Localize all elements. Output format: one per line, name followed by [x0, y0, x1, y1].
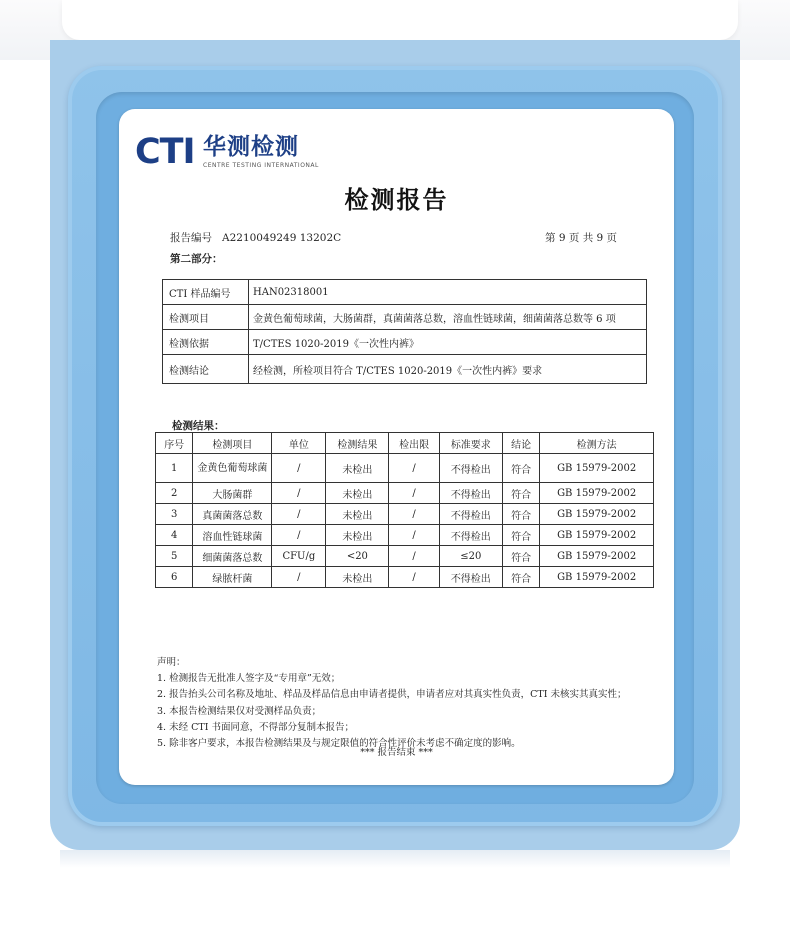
disclaimer-notes [157, 655, 626, 752]
info-row [163, 355, 647, 384]
cell: GB 15979-2002 [540, 567, 654, 588]
cell: / [389, 454, 439, 483]
cell: GB 15979-2002 [540, 454, 654, 483]
col-header: 结论 [502, 433, 539, 454]
cell: 金黄色葡萄球菌 [193, 454, 272, 483]
cell: 符合 [502, 525, 539, 546]
info-value: T/CTES 1020-2019《一次性内裤》 [249, 330, 647, 355]
results-table [155, 432, 654, 588]
cell: <20 [326, 546, 389, 567]
note-item: 1. 检测报告无批准人签字及“专用章”无效； [157, 673, 341, 685]
cell: 符合 [502, 546, 539, 567]
cell: / [389, 483, 439, 504]
col-header: 检测项目 [193, 433, 272, 454]
cell: / [272, 483, 326, 504]
page-indicator: 第 9 页 共 9 页 [545, 232, 618, 244]
cell: ≤20 [439, 546, 502, 567]
info-key: CTI 样品编号 [163, 280, 249, 305]
cell: 未检出 [326, 567, 389, 588]
table-row [156, 546, 654, 567]
cell: 4 [156, 525, 193, 546]
table-row [156, 454, 654, 483]
info-row [163, 280, 647, 305]
info-row [163, 305, 647, 330]
cell: 绿脓杆菌 [193, 567, 272, 588]
logo-name-cn: 华测检测 [203, 134, 299, 160]
col-header: 检出限 [389, 433, 439, 454]
cell: 未检出 [326, 525, 389, 546]
report-number: A2210049249 13202C [222, 232, 342, 244]
info-value: 金黄色葡萄球菌，大肠菌群，真菌菌落总数，溶血性链球菌，细菌菌落总数等 6 项 [249, 305, 647, 330]
cell: 大肠菌群 [193, 483, 272, 504]
cell: / [272, 454, 326, 483]
col-header: 检测方法 [540, 433, 654, 454]
col-header: 序号 [156, 433, 193, 454]
cell: 5 [156, 546, 193, 567]
cti-logo [135, 132, 335, 174]
notes-heading: 声明： [157, 657, 186, 668]
cell: 不得检出 [439, 483, 502, 504]
cell: GB 15979-2002 [540, 483, 654, 504]
cell: 不得检出 [439, 504, 502, 525]
cell: 未检出 [326, 483, 389, 504]
cell: 未检出 [326, 454, 389, 483]
note-item: 3. 本报告检测结果仅对受测样品负责； [157, 705, 322, 717]
logo-name-en: CENTRE TESTING INTERNATIONAL [203, 162, 319, 169]
part-label: 第二部分： [170, 253, 223, 265]
cell: 符合 [502, 567, 539, 588]
info-value: 经检测，所检项目符合 T/CTES 1020-2019《一次性内裤》要求 [249, 355, 647, 384]
report-end-mark: *** 报告结束 *** [360, 747, 433, 758]
cell: 真菌菌落总数 [193, 504, 272, 525]
cell: / [389, 525, 439, 546]
cell: GB 15979-2002 [540, 546, 654, 567]
cell: 2 [156, 483, 193, 504]
cell: 溶血性链球菌 [193, 525, 272, 546]
logo-brand: CTI [135, 132, 195, 172]
note-item: 5. 除非客户要求，本报告检测结果及与规定限值的符合性评价未考虑不确定度的影响。 [157, 738, 521, 750]
cell: / [272, 504, 326, 525]
cell: GB 15979-2002 [540, 504, 654, 525]
col-header: 标准要求 [439, 433, 502, 454]
results-header-row [156, 433, 654, 454]
cell: 1 [156, 454, 193, 483]
cell: / [389, 546, 439, 567]
cell: 未检出 [326, 504, 389, 525]
cell: 3 [156, 504, 193, 525]
info-key: 检测项目 [163, 305, 249, 330]
sample-info-table [162, 279, 647, 384]
note-item: 4. 未经 CTI 书面同意，不得部分复制本报告； [157, 721, 354, 733]
info-key: 检测结论 [163, 355, 249, 384]
cell: 符合 [502, 454, 539, 483]
cell: / [272, 525, 326, 546]
cell: 6 [156, 567, 193, 588]
top-card [62, 0, 738, 40]
col-header: 单位 [272, 433, 326, 454]
table-row [156, 567, 654, 588]
info-row [163, 330, 647, 355]
report-number-label: 报告编号 [170, 232, 212, 244]
info-key: 检测依据 [163, 330, 249, 355]
cell: 不得检出 [439, 567, 502, 588]
cell: GB 15979-2002 [540, 525, 654, 546]
info-value: HAN02318001 [249, 280, 647, 305]
table-row [156, 504, 654, 525]
cell: 符合 [502, 483, 539, 504]
report-number-line [170, 230, 341, 245]
cell: CFU/g [272, 546, 326, 567]
table-row [156, 525, 654, 546]
cell: / [389, 567, 439, 588]
cell: / [389, 504, 439, 525]
cell: / [272, 567, 326, 588]
cell: 不得检出 [439, 525, 502, 546]
cell: 符合 [502, 504, 539, 525]
report-title: 检测报告 [344, 185, 449, 214]
bottom-shadow [60, 850, 730, 868]
col-header: 检测结果 [326, 433, 389, 454]
cell: 不得检出 [439, 454, 502, 483]
cell: 细菌菌落总数 [193, 546, 272, 567]
note-item: 2. 报告抬头公司名称及地址、样品及样品信息由申请者提供，申请者应对其真实性负责，CTI 未核实其真实性； [157, 689, 627, 701]
table-row [156, 483, 654, 504]
results-label: 检测结果： [172, 420, 225, 432]
